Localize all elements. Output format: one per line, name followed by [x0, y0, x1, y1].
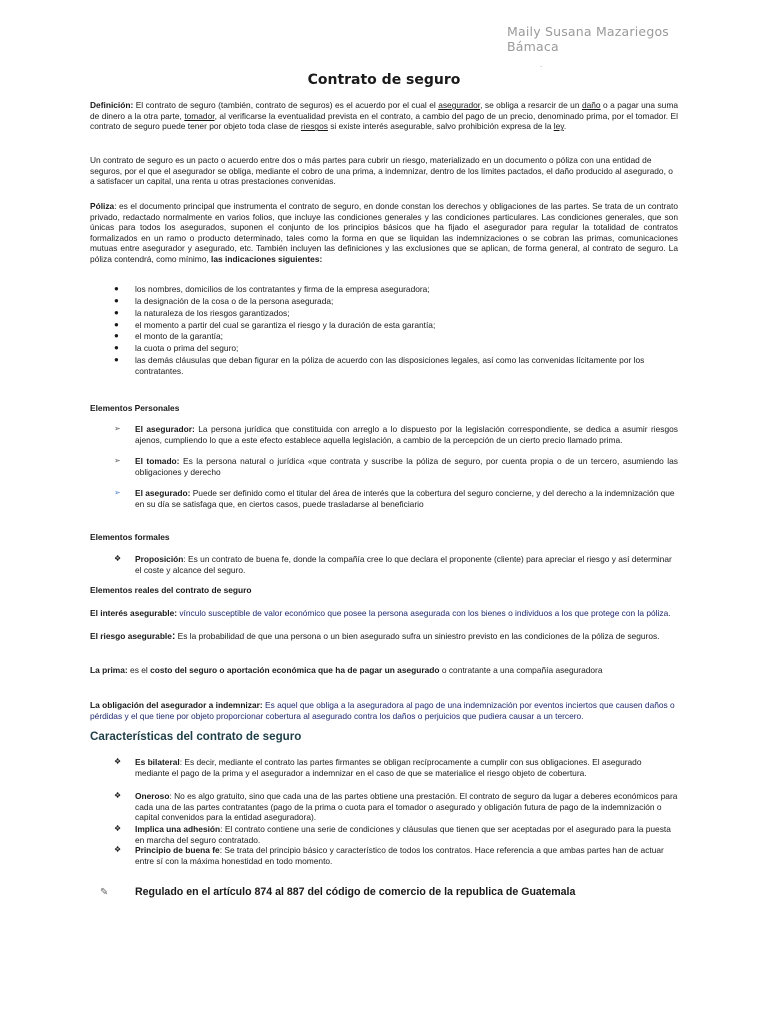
arrow-bullet-icon: ➢: [114, 424, 121, 433]
section-heading-formales: Elementos formales: [90, 532, 170, 542]
link-dano[interactable]: daño: [581, 100, 601, 110]
link-tomador[interactable]: tomador: [184, 110, 215, 121]
header-dot: .: [540, 60, 543, 69]
link-ley[interactable]: ley: [553, 121, 564, 132]
prima-paragraph: La prima: es el costo del seguro o aportación económica que ha de pagar un asegurado o contratante a una compañía aseguradora: [90, 665, 603, 675]
definicion-paragraph: Definición: El contrato de seguro (también, contrato de seguros) es el acuerdo por el cual el asegurador, se obliga a resarcir de un daño o a pagar una suma de dinero a la otra parte, tomador, al verificarse la eventualidad prevista en el contrato, a cambio del pago de un precio, denominado prima, por el tomador. El contrato de seguro puede tener por objeto toda clase de riesgos si existe interés asegurable, salvo prohibición expresa de la ley.: [90, 100, 678, 132]
pencil-bullet-icon: ✎: [100, 887, 109, 898]
bullet-icon: ●: [114, 296, 119, 305]
diamond-bullet-icon: ❖: [114, 757, 122, 766]
poliza-paragraph: Póliza: es el documento principal que instrumenta el contrato de seguro, en donde constan los derechos y obligaciones de las partes. Se trata de un contrato privado, redactado normalmente en varios folios, que incluye las condiciones generales y las condiciones particulares. Las condiciones generales, que son únicas para todos los asegurados, suponen el conjunto de los principios básicos que ha fijado el asegurador para regular la totalidad de contratos formalizados en un ramo o producto determinado, tales como la forma en que se liquidan las indemnizaciones o se cobran las primas, comunicaciones mutuas entre asegurador y asegurado, etc. También incluyen las definiciones y las exclusiones que se aplican, de forma general, al contrato de seguro. La póliza contendrá, como mínimo, las indicaciones siguientes:: [90, 201, 678, 264]
page-title: Contrato de seguro: [307, 72, 461, 88]
author-name: Maily Susana Mazariegos Bámaca: [507, 24, 670, 54]
bullet-icon: ●: [114, 308, 119, 317]
diamond-bullet-icon: ❖: [114, 845, 122, 854]
link-asegurador[interactable]: asegurador: [438, 100, 481, 110]
diamond-bullet-icon: ❖: [114, 554, 122, 563]
diamond-bullet-icon: ❖: [114, 824, 122, 833]
bullet-icon: ●: [114, 355, 119, 364]
bullet-icon: ●: [114, 331, 119, 340]
pacto-paragraph: Un contrato de seguro es un pacto o acuerdo entre dos o más partes para cubrir un riesgo, materializado en un documento o póliza con una entidad de seguros, por el que el asegurador se obliga, mediante el cobro de una prima, a indemnizar, dentro de los límites pactados, el daño producido al asegurado, o a satisfacer un capital, una renta u otras prestaciones convenidas.: [90, 155, 673, 187]
arrow-bullet-icon: ➢: [114, 456, 121, 465]
section-heading-personales: Elementos Personales: [90, 403, 180, 413]
arrow-bullet-icon: ➢: [114, 488, 121, 497]
link-riesgos[interactable]: riesgos: [300, 121, 328, 132]
bullet-icon: ●: [114, 284, 119, 293]
bullet-icon: ●: [114, 320, 119, 329]
bullet-icon: ●: [114, 343, 119, 352]
obligacion-paragraph: La obligación del asegurador a indemnizar: Es aquel que obliga a la aseguradora al pago de una indemnización por eventos inciertos que causen daños o pérdidas y el que tiene por objeto proporcionar cobertura al asegurado contra los daños o perjuicios que pudiera causar a un tercero.: [90, 700, 675, 721]
section-heading-caracteristicas: Características del contrato de seguro: [90, 730, 302, 743]
riesgo-asegurable-paragraph: El riesgo asegurable: Es la probabilidad de que una persona o un bien asegurado sufra un siniestro previsto en las condiciones de la póliza de seguros.: [90, 631, 660, 642]
section-heading-reales: Elementos reales del contrato de seguro: [90, 585, 252, 595]
diamond-bullet-icon: ❖: [114, 791, 122, 800]
interes-asegurable-paragraph: El interés asegurable: vínculo susceptible de valor económico que posee la persona asegurada con los bienes o individuos a los que protege con la póliza.: [90, 608, 671, 618]
